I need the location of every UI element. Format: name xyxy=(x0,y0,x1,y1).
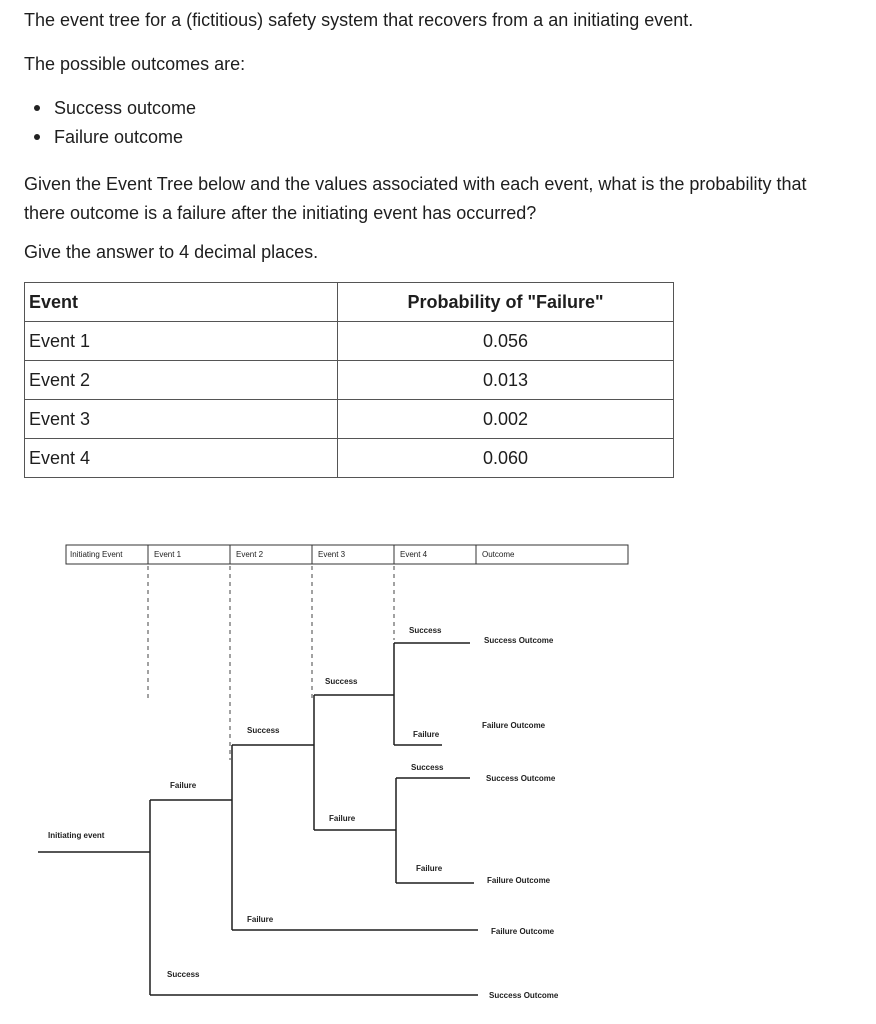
table-row xyxy=(25,322,674,361)
tree-header-event4: Event 4 xyxy=(400,550,428,559)
tree-header-dividers xyxy=(148,545,476,564)
event1-success-label: Success xyxy=(167,970,200,979)
event4-failure-label: Failure xyxy=(416,864,443,873)
question-decimals: Give the answer to 4 decimal places. xyxy=(24,242,319,262)
event-cell: Event 4 xyxy=(25,439,338,478)
outcome-label: Success Outcome xyxy=(484,636,554,645)
outcome-label: Failure Outcome xyxy=(487,876,551,885)
tree-branches xyxy=(38,643,478,995)
event-cell: Event 2 xyxy=(25,361,338,400)
tree-header-event1: Event 1 xyxy=(154,550,182,559)
event2-failure-label: Failure xyxy=(247,915,274,924)
outcome-label: Failure Outcome xyxy=(482,721,546,730)
column-guides xyxy=(148,566,394,760)
outcome-list xyxy=(30,96,196,154)
probability-table xyxy=(24,282,674,478)
event-cell: Event 1 xyxy=(25,322,338,361)
tree-header-event3: Event 3 xyxy=(318,550,346,559)
table-row xyxy=(25,400,674,439)
tree-header-box xyxy=(66,545,628,564)
outcome-label: Success Outcome xyxy=(489,991,559,1000)
outcome-label: Failure outcome xyxy=(54,127,184,147)
outcome-label: Success Outcome xyxy=(486,774,556,783)
question-given: Given the Event Tree below and the values associated with each event, what is the probability that there outcome is a failure after the initiating event has occurred? xyxy=(24,174,807,223)
prob-cell: 0.002 xyxy=(338,400,674,439)
event3-success-label: Success xyxy=(325,677,358,686)
event4-failure-label: Failure xyxy=(413,730,440,739)
event4-success-label: Success xyxy=(411,763,444,772)
list-item xyxy=(30,125,196,154)
event4-success-label: Success xyxy=(409,626,442,635)
tree-header-event2: Event 2 xyxy=(236,550,264,559)
bullet-icon xyxy=(34,105,40,111)
question-intro: The event tree for a (fictitious) safety system that recovers from a an initiating event. xyxy=(24,10,694,30)
possible-outcomes-label: The possible outcomes are: xyxy=(24,54,246,74)
prob-cell: 0.013 xyxy=(338,361,674,400)
event-cell: Event 3 xyxy=(25,400,338,439)
table-row xyxy=(25,361,674,400)
header-probability: Probability of "Failure" xyxy=(338,283,674,322)
prob-cell: 0.056 xyxy=(338,322,674,361)
outcome-label: Failure Outcome xyxy=(491,927,555,936)
event1-failure-label: Failure xyxy=(170,781,197,790)
tree-header-outcome: Outcome xyxy=(482,550,515,559)
header-event: Event xyxy=(25,283,338,322)
prob-cell: 0.060 xyxy=(338,439,674,478)
event2-success-label: Success xyxy=(247,726,280,735)
list-item xyxy=(30,96,196,125)
event3-failure-label: Failure xyxy=(329,814,356,823)
outcome-label: Success outcome xyxy=(54,98,197,118)
table-header-row xyxy=(25,283,674,322)
tree-header-initiating: Initiating Event xyxy=(70,550,123,559)
bullet-icon xyxy=(34,134,40,140)
table-row xyxy=(25,439,674,478)
initiating-event-label: Initiating event xyxy=(48,831,105,840)
